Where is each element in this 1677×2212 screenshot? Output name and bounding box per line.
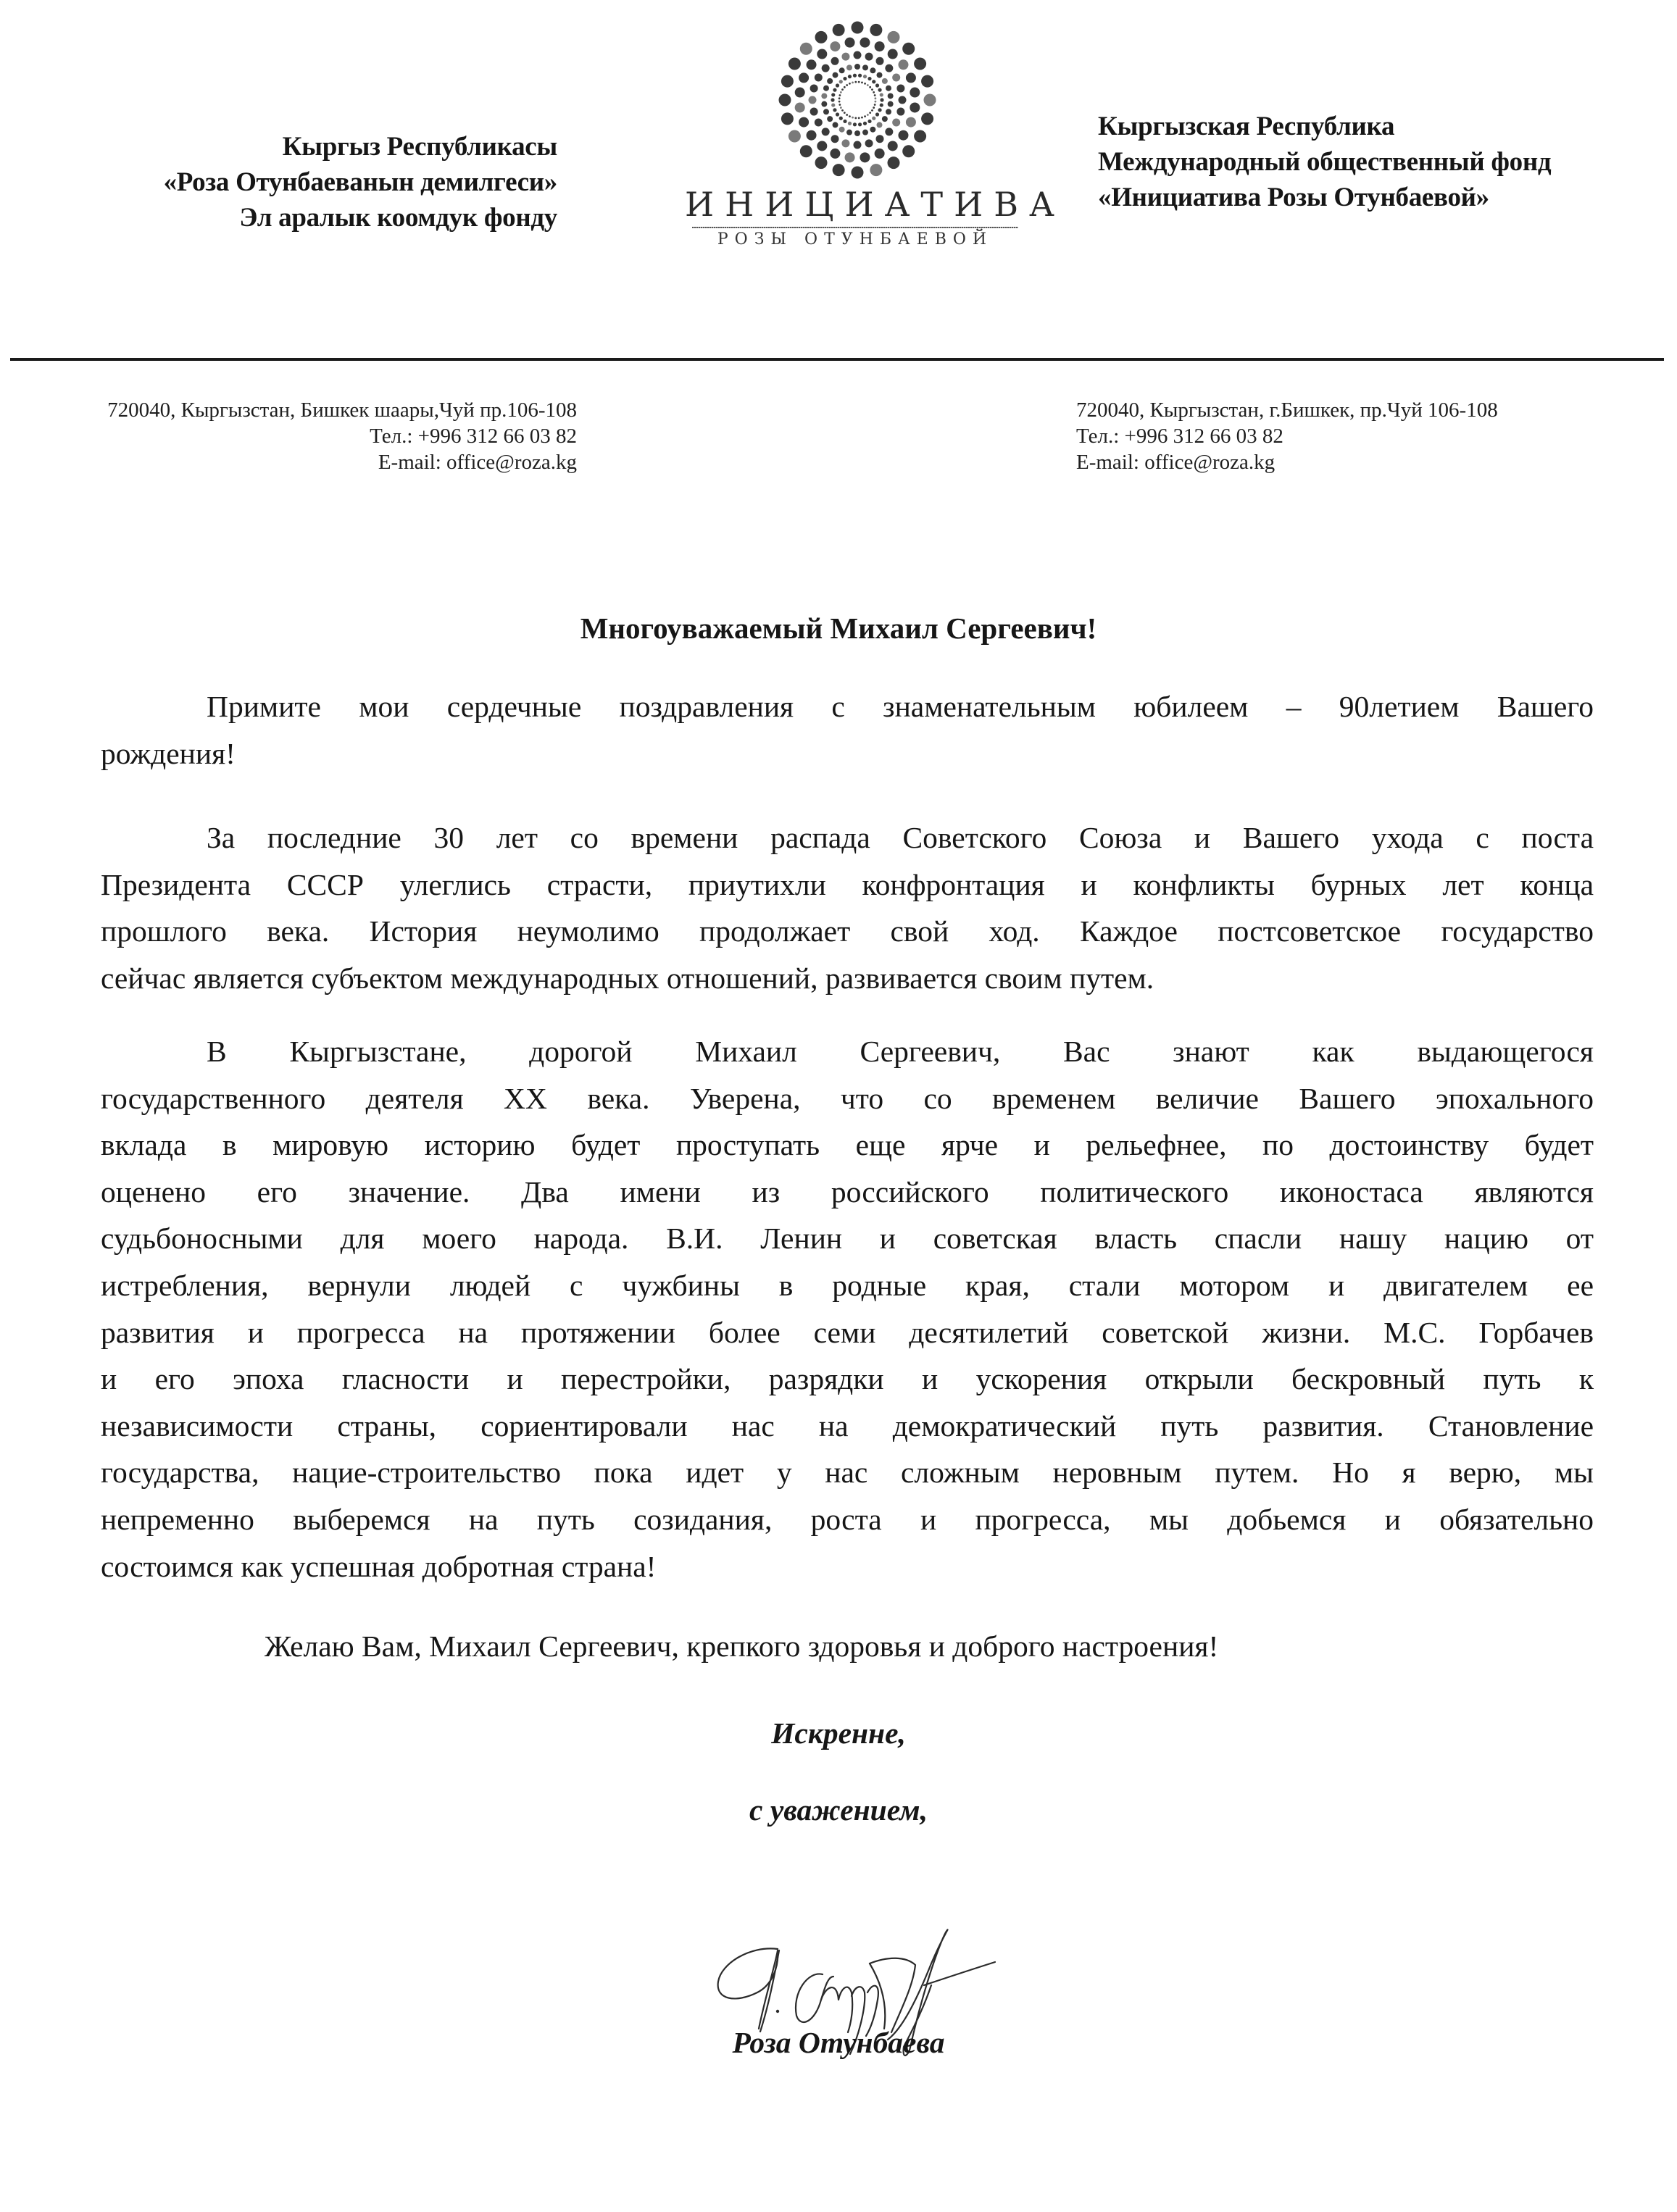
logo-dot bbox=[833, 72, 838, 78]
logo-dot bbox=[853, 122, 857, 126]
logo-dot bbox=[867, 114, 869, 116]
logo-dot bbox=[852, 81, 854, 83]
logo-dot bbox=[841, 139, 849, 147]
logo-dot bbox=[861, 81, 863, 83]
logo-dot bbox=[839, 80, 843, 83]
logo-dot bbox=[875, 83, 879, 87]
paragraph-line: состоимся как успешная добротная страна! bbox=[101, 1549, 657, 1583]
logo-dot bbox=[864, 83, 866, 85]
logo-dot bbox=[875, 101, 877, 103]
logo-dot bbox=[880, 98, 883, 101]
logo-dot bbox=[823, 109, 829, 114]
logo-dot bbox=[871, 88, 873, 91]
logo-dot bbox=[876, 57, 884, 65]
logo-dot bbox=[902, 43, 915, 55]
logo-dot bbox=[862, 64, 868, 70]
logo-dot bbox=[888, 31, 900, 43]
logo-dot bbox=[863, 122, 867, 125]
logo-dot bbox=[867, 120, 871, 123]
paragraph-line: Примите мои сердечные поздравления с знаменательным юбилеем – 90летием Вашего bbox=[207, 690, 1594, 723]
logo-dot bbox=[875, 41, 885, 51]
logo-dot bbox=[815, 74, 823, 82]
logo-dot bbox=[858, 122, 862, 126]
logo-dot bbox=[863, 75, 867, 78]
left-organization-name bbox=[164, 129, 557, 235]
logo-dot bbox=[870, 164, 882, 176]
logo-dot bbox=[810, 84, 818, 92]
logo-dot bbox=[846, 130, 852, 135]
logo-dot bbox=[788, 130, 801, 143]
logo-dot bbox=[844, 112, 846, 114]
logo-dot bbox=[843, 120, 846, 123]
left-address: 720040, Кыргызстан, Бишкек шаары,Чуй пр.106-108 bbox=[107, 398, 577, 422]
logo-dot bbox=[807, 130, 817, 141]
logo-dot bbox=[833, 88, 836, 92]
logo-dot bbox=[815, 119, 823, 127]
logo-dot bbox=[888, 156, 900, 169]
logo-dot bbox=[838, 101, 841, 103]
logo-dot bbox=[799, 117, 809, 128]
logo-dot bbox=[841, 88, 844, 91]
logo-dot bbox=[836, 112, 839, 116]
logo-dot bbox=[858, 81, 860, 83]
logo-wordmark: ИНИЦИАТИВА bbox=[685, 185, 1065, 224]
logo-dot bbox=[848, 75, 852, 78]
logo-dot bbox=[867, 77, 871, 80]
logo-dot bbox=[781, 112, 794, 125]
logo-dot bbox=[885, 128, 893, 135]
logo-dot bbox=[807, 59, 817, 70]
paragraph-line: и его эпоха гласности и перестройки, разрядки и ускорения открыли бескровный путь к bbox=[101, 1362, 1594, 1396]
logo-dot bbox=[854, 117, 857, 120]
logo-dot bbox=[892, 119, 900, 127]
logo-dot bbox=[817, 49, 827, 59]
paragraph-line: сейчас является субъектом международных отношений, развивается своим путем. bbox=[101, 961, 1154, 995]
logo-dot bbox=[898, 59, 908, 70]
logo-dot bbox=[853, 74, 857, 78]
right-org-line-3: «Инициатива Розы Отунбаевой» bbox=[1098, 183, 1489, 212]
right-address: 720040, Кыргызстан, г.Бишкек, пр.Чуй 106-108 bbox=[1076, 398, 1498, 422]
logo-dot bbox=[844, 86, 846, 88]
logo-subtitle: РОЗЫ ОТУНБАЕВОЙ bbox=[717, 230, 994, 249]
logo-dot bbox=[914, 58, 926, 70]
logo-dot bbox=[810, 108, 818, 116]
logo-dot bbox=[846, 64, 852, 70]
logo-dot bbox=[902, 145, 915, 157]
logo-dot bbox=[799, 72, 809, 83]
logo-dot bbox=[878, 88, 881, 92]
logo-dot bbox=[852, 117, 854, 119]
paragraph-line: непременно выберемся на путь созидания, роста и прогресса, мы добьемся и обязательно bbox=[101, 1502, 1594, 1536]
logo-dot bbox=[862, 130, 868, 135]
logo-dot bbox=[845, 152, 855, 162]
logo-dot bbox=[896, 108, 904, 116]
paragraph-line: государства, нацие-строительство пока идет у нас сложным неровным путем. Но я верю, мы bbox=[101, 1456, 1594, 1490]
closing-sincerely: Искренне, bbox=[771, 1716, 906, 1750]
logo-dot bbox=[882, 78, 888, 84]
logo-dot bbox=[779, 94, 791, 107]
signatory-name: Роза Отунбаева bbox=[732, 2026, 945, 2059]
logo-dot bbox=[869, 112, 871, 114]
logo-dot bbox=[846, 114, 848, 116]
logo-dot bbox=[788, 58, 801, 70]
logo-dot bbox=[831, 135, 839, 143]
logo-dot bbox=[817, 141, 827, 151]
paragraph-line: рождения! bbox=[101, 736, 236, 770]
left-org-line-1: Кыргыз Республикасы bbox=[282, 132, 557, 162]
logo-dot bbox=[854, 51, 862, 59]
logo-dot bbox=[864, 115, 866, 117]
left-phone: Тел.: +996 312 66 03 82 bbox=[370, 425, 577, 448]
logo-dot bbox=[877, 72, 883, 78]
logo-dot bbox=[839, 127, 845, 133]
logo-dot bbox=[827, 78, 833, 84]
right-org-line-1: Кыргызская Республика bbox=[1098, 112, 1395, 141]
logo-dot bbox=[823, 85, 829, 91]
right-org-line-2: Международный общественный фонд bbox=[1098, 147, 1552, 177]
logo-dot bbox=[875, 149, 885, 159]
closing-wish: Желаю Вам, Михаил Сергеевич, крепкого здоровья и доброго настроения! bbox=[265, 1629, 1219, 1663]
logo-dot bbox=[858, 117, 860, 120]
logo-dot bbox=[860, 38, 870, 48]
logo-dot bbox=[865, 53, 873, 61]
paragraph-line: Президента СССР улеглись страсти, приутихли конфронтация и конфликты бурных лет конца bbox=[101, 867, 1594, 901]
logo-dot bbox=[888, 141, 898, 151]
paragraph-3 bbox=[101, 1028, 1594, 1590]
logo-dot bbox=[809, 96, 817, 104]
logo-dot bbox=[839, 117, 843, 120]
right-contact-block bbox=[1076, 397, 1498, 475]
logo-dot bbox=[861, 117, 863, 119]
logo-dot bbox=[845, 38, 855, 48]
logo-dot bbox=[870, 127, 875, 133]
logo-dot bbox=[833, 122, 838, 128]
logo-dot bbox=[854, 81, 857, 83]
logo-dot bbox=[875, 112, 879, 116]
logo-dot bbox=[873, 91, 875, 93]
logo-dot bbox=[914, 130, 926, 143]
logo-dot bbox=[831, 93, 835, 96]
logo-dot bbox=[876, 135, 884, 143]
logo-dot bbox=[880, 93, 883, 96]
logo-dot bbox=[815, 156, 828, 169]
logo-dot bbox=[838, 94, 841, 96]
logo-dot bbox=[838, 104, 841, 106]
logo-dot bbox=[822, 64, 830, 72]
logo-dot bbox=[854, 130, 860, 136]
logo-dot bbox=[924, 94, 936, 107]
right-email: E-mail: office@roza.kg bbox=[1076, 451, 1276, 474]
letterhead-divider bbox=[10, 358, 1664, 361]
closing-respectfully: с уважением, bbox=[749, 1793, 928, 1827]
left-contact-block bbox=[107, 397, 577, 475]
logo-dot bbox=[888, 49, 898, 59]
logo-dot bbox=[892, 74, 900, 82]
logo-dot bbox=[886, 85, 891, 91]
logo-dot bbox=[821, 93, 827, 99]
logo-dot bbox=[870, 24, 882, 36]
logo-dot bbox=[858, 74, 862, 78]
logo-dot bbox=[838, 97, 841, 99]
logo-dot bbox=[899, 96, 907, 104]
logo-dot bbox=[841, 109, 844, 112]
logo-dot bbox=[827, 116, 833, 122]
logo-dot bbox=[795, 88, 805, 98]
logo-dot bbox=[841, 53, 849, 61]
logo-dot bbox=[878, 108, 881, 112]
logo-dot bbox=[854, 64, 860, 70]
logo-underline bbox=[692, 227, 1018, 228]
logo-dot bbox=[843, 77, 846, 80]
logo-dot bbox=[906, 72, 916, 83]
logo-dot bbox=[848, 122, 852, 125]
paragraph-line: истребления, вернули людей с чужбины в родные края, стали мотором и двигателем ее bbox=[101, 1268, 1594, 1302]
logo-dot bbox=[886, 109, 891, 114]
logo-dot bbox=[910, 88, 920, 98]
logo-dot bbox=[833, 164, 845, 176]
logo-dot bbox=[831, 57, 839, 65]
logo-dot bbox=[849, 115, 851, 117]
logo-dot bbox=[840, 91, 842, 93]
logo-dot bbox=[880, 103, 883, 107]
logo-dot bbox=[839, 67, 845, 73]
logo-dot bbox=[830, 149, 840, 159]
paragraph-line: оценено его значение. Два имени из российского политического иконостаса являются bbox=[101, 1174, 1594, 1209]
logo-dot bbox=[872, 80, 875, 83]
right-phone: Тел.: +996 312 66 03 82 bbox=[1076, 425, 1283, 448]
logo-dot bbox=[852, 22, 864, 34]
logo-dot bbox=[833, 24, 845, 36]
logo-dot bbox=[833, 108, 836, 112]
logo-dot bbox=[865, 139, 873, 147]
paragraph-line: вклада в мировую историю будет проступать еще ярче и рельефнее, по достоинству будет bbox=[101, 1128, 1594, 1162]
logo-dot bbox=[888, 101, 894, 107]
logo-dot bbox=[854, 141, 862, 149]
logo-dot bbox=[830, 41, 840, 51]
logo-dot bbox=[873, 107, 875, 109]
logo-dot bbox=[875, 97, 877, 99]
paragraph-line: государственного деятеля XX века. Уверена, что со временем величие Вашего эпохального bbox=[101, 1081, 1594, 1115]
paragraph-1 bbox=[101, 683, 1594, 777]
logo-dot bbox=[872, 117, 875, 120]
logo-dot bbox=[846, 84, 848, 86]
logo-dot bbox=[836, 83, 839, 87]
right-organization-name bbox=[1098, 109, 1551, 215]
left-org-line-3: Эл аралык коомдук фонду bbox=[239, 203, 557, 233]
paragraph-line: независимости страны, сориентировали нас на демократический путь развития. Становление bbox=[101, 1408, 1594, 1443]
paragraph-line: За последние 30 лет со времени распада Советского Союза и Вашего ухода с поста bbox=[207, 821, 1594, 854]
logo-dot bbox=[871, 109, 873, 112]
logo-dot bbox=[852, 167, 864, 179]
logo-dot bbox=[870, 67, 875, 73]
salutation: Многоуважаемый Михаил Сергеевич! bbox=[580, 612, 1097, 645]
logo-dot bbox=[815, 31, 828, 43]
paragraph-2 bbox=[101, 814, 1594, 1001]
left-email: E-mail: office@roza.kg bbox=[378, 451, 577, 474]
logo-dot bbox=[906, 117, 916, 128]
logo-dot bbox=[921, 75, 933, 88]
logo-dot bbox=[896, 84, 904, 92]
logo-dot bbox=[795, 102, 805, 112]
logo-dot bbox=[831, 103, 835, 107]
left-org-line-2: «Роза Отунбаеванын демилгеси» bbox=[163, 167, 557, 197]
logo-dot bbox=[831, 98, 834, 101]
logo-dot bbox=[867, 84, 869, 86]
paragraph-line: прошлого века. История неумолимо продолжает свой ход. Каждое постсоветское государство bbox=[101, 914, 1594, 948]
logo-dot bbox=[874, 94, 876, 96]
logo-dot bbox=[840, 107, 842, 109]
logo-dot bbox=[921, 112, 933, 125]
logo-dot bbox=[888, 93, 894, 99]
paragraph-line: судьбоносными для моего народа. В.И. Ленин и советская власть спасли нашу нацию от bbox=[101, 1222, 1594, 1256]
logo-dot bbox=[869, 86, 871, 88]
paragraph-line: В Кыргызстане, дорогой Михаил Сергеевич, Вас знают как выдающегося bbox=[207, 1035, 1594, 1068]
logo-dot bbox=[885, 64, 893, 72]
logo-dot bbox=[910, 102, 920, 112]
logo-dot bbox=[874, 104, 876, 106]
paragraph-line: развития и прогресса на протяжении более семи десятилетий советской жизни. М.С. Горбачев bbox=[101, 1315, 1594, 1349]
dotted-circle-logo-icon bbox=[778, 20, 937, 180]
logo-dot bbox=[877, 122, 883, 128]
logo-dot bbox=[781, 75, 794, 88]
logo-dot bbox=[860, 152, 870, 162]
logo-dot bbox=[882, 116, 888, 122]
logo-dot bbox=[800, 43, 812, 55]
logo-dot bbox=[821, 101, 827, 107]
logo-dot bbox=[898, 130, 908, 141]
logo-dot bbox=[800, 145, 812, 157]
logo-dot bbox=[822, 128, 830, 135]
logo-dot bbox=[849, 83, 851, 85]
